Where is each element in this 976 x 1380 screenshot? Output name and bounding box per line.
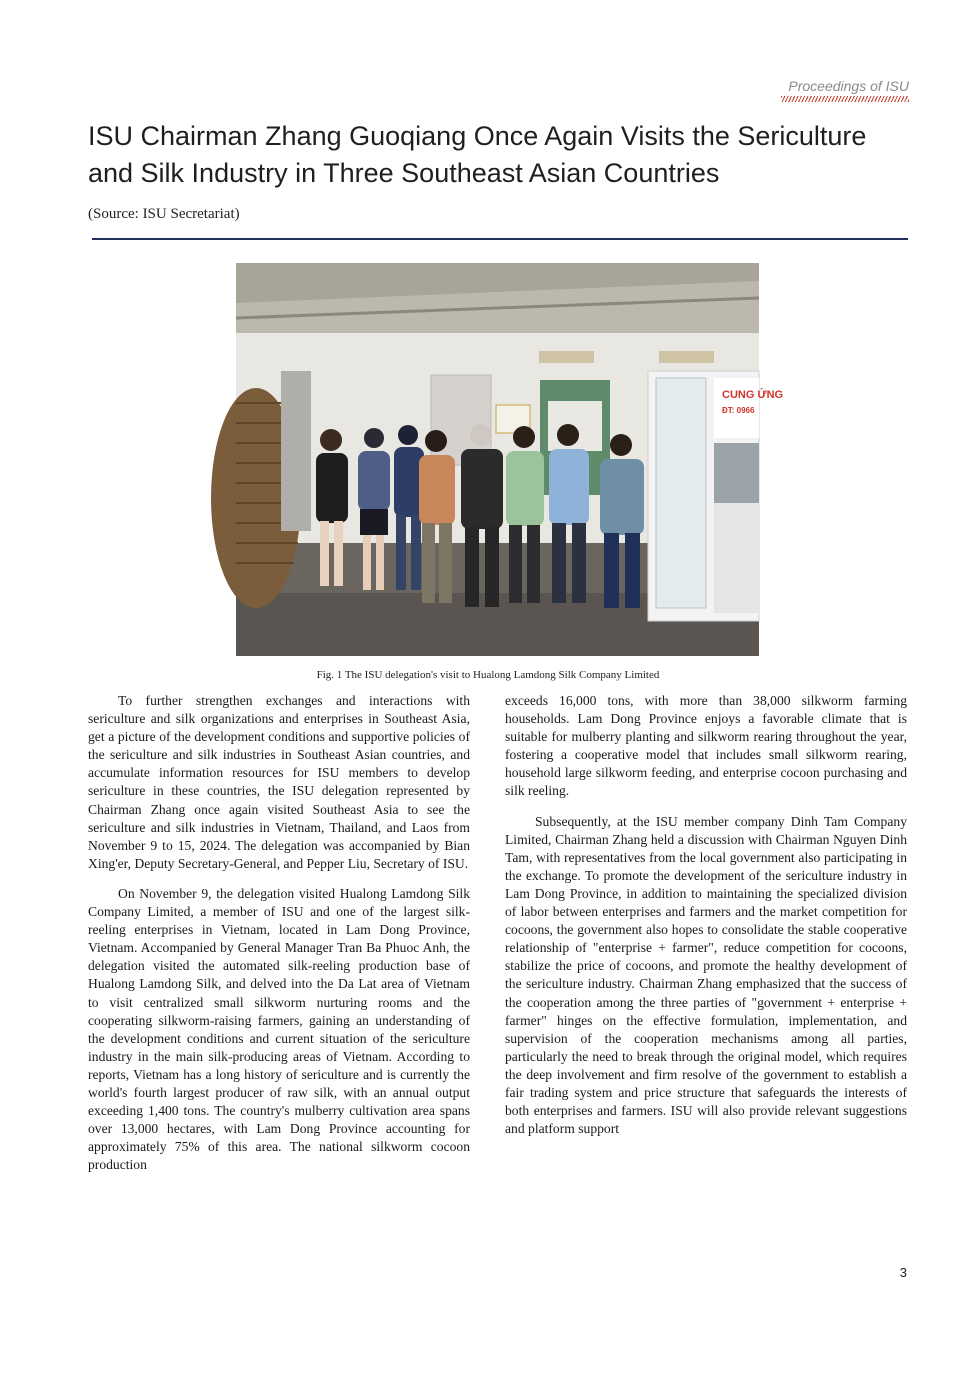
body-column-left xyxy=(88,692,470,1186)
delegation-photo xyxy=(236,263,784,656)
figure-caption: Fig. 1 The ISU delegation's visit to Hualong Lamdong Silk Company Limited xyxy=(316,669,660,681)
booth-sign-text: CUNG ỨNG xyxy=(722,389,784,401)
paragraph: To further strengthen exchanges and interactions with sericulture and silk organizations and enterprises in Southeast Asia, get a picture of the development conditions and supportive policies of the sericulture and silk industries in Southeast Asian countries, and accumulate information resources for ISU members to develop sericulture in these countries, the ISU delegation represented by Chairman Zhang once again visited Southeast Asia to see the sericulture and silk industries in Vietnam, Thailand, and Laos from November 9 to 15, 2024. The delegation was accompanied by Bian Xing'er, Deputy Secretary-General, and Pepper Liu, Secretary of ISU. xyxy=(88,693,470,871)
page-number: 3 xyxy=(899,1265,907,1280)
title-divider xyxy=(92,238,908,240)
body-column-right xyxy=(505,692,907,1150)
journal-decoration xyxy=(781,96,909,102)
booth-sign-phone: ĐT: 0966 xyxy=(722,406,755,415)
paragraph: On November 9, the delegation visited Hualong Lamdong Silk Company Limited, a member of ISU and one of the largest silk-reeling enterprises in Vietnam, located in Lam Dong Province, Vietnam. Accompanied by General Manager Tran Ba Phuoc Anh, the delegation visited the automated silk-reeling production base of Hualong Lamdong Silk, and delved into the Da Lat area of Vietnam to visit centralized small silkworm nurturing rooms and the cooperating silkworm-raising farmers, gaining an understanding of the development conditions and current situation of the sericulture industry in the main silk-producing areas of Vietnam. According to reports, Vietnam has a long history of sericulture and is currently the world's fourth largest producer of raw silk, with an annual output exceeding 1,400 tons. The country's mulberry cultivation area spans over 13,000 hectares, with Lam Dong Province accounting for approximately 75% of this area. The national silkworm cocoon production xyxy=(88,885,470,1173)
article-source: (Source: ISU Secretariat) xyxy=(88,206,240,222)
journal-name: Proceedings of ISU xyxy=(788,78,909,94)
paragraph: exceeds 16,000 tons, with more than 38,000 silkworm farming households. Lam Dong Province enjoys a favorable climate that is suitable for mulberry planting and silkworm rearing throughout the year, fostering a cooperative model that includes small silkworm rearing, household large silkworm feeding, and enterprise cocoon purchasing and silk reeling. xyxy=(505,693,907,799)
article-title: ISU Chairman Zhang Guoqiang Once Again Visits the Sericulture and Silk Industry in Three Southeast Asian Countries xyxy=(88,121,867,188)
paragraph: Subsequently, at the ISU member company Dinh Tam Company Limited, Chairman Zhang held a discussion with Chairman Nguyen Dinh Tam, with representatives from the local government also participating in the exchange. To promote the development of the sericulture industry in Lam Dong Province, in addition to maintaining the specialized division of labor between enterprises and farmers and the market competition for cocoons, the government also hopes to consolidate the stable cooperative relationship of "enterprise + farmer", reduce competition for cocoons, stabilize the price of cocoons, and promote the healthy development of the sericulture industry. Chairman Zhang emphasized that the success of the cooperation among the three parties of "government + enterprise + farmer" hinges on the effective formulation, implementation, and supervision of the cooperation mechanisms among all parties, particularly the need to break through the original model, which requires the deep involvement and firm resolve of the government to establish a fair trading system and price structure that safeguards the interests of both enterprises and farmers. ISU will also provide relevant suggestions and platform support xyxy=(505,813,907,1137)
